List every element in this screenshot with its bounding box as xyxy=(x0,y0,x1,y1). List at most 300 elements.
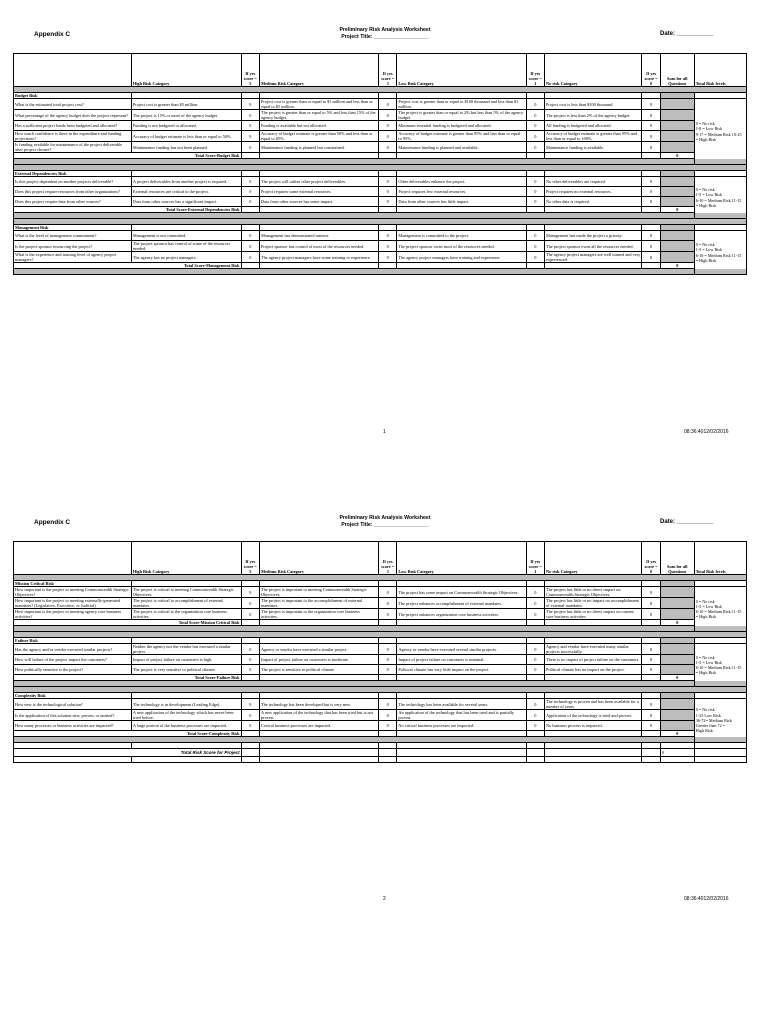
score1-value: 0 xyxy=(526,99,544,110)
section-total-label: Total Score-Management Risk xyxy=(14,263,242,269)
score0-value: 0 xyxy=(642,721,660,731)
low-risk-text: The project sponsor owns most of the resources needed. xyxy=(397,241,526,252)
medium-risk-text: Project cost is greater than or equal to $1 million and less than or equal to $5 million. xyxy=(260,99,379,110)
score1-value: 0 xyxy=(526,721,544,731)
score1-value: 0 xyxy=(526,241,544,252)
score5-value: 0 xyxy=(241,121,259,131)
score3-value: 0 xyxy=(378,665,396,675)
low-risk-text: Data from other sources has little impact. xyxy=(397,197,526,207)
score0-value: 0 xyxy=(642,110,660,121)
score0-value: 0 xyxy=(642,644,660,655)
section-total-label: Total Score-Failure Risk xyxy=(14,675,242,681)
high-risk-text: The technology is in development (Leading Edge). xyxy=(131,699,241,710)
question-text: Has a sufficient project funds been budgeted and allocated? xyxy=(14,121,132,131)
medium-risk-text: The project is important to the accomplishment of external mandates. xyxy=(260,598,379,609)
score5-value: 0 xyxy=(241,699,259,710)
low-risk-text: The agency project managers have training and experience. xyxy=(397,252,526,263)
score5-value: 0 xyxy=(241,110,259,121)
score1-value: 0 xyxy=(526,699,544,710)
score3-value: 0 xyxy=(378,609,396,620)
score0-value: 0 xyxy=(642,177,660,187)
low-risk-text: The project has some impact on Commonwealth Strategic Objectives. xyxy=(397,587,526,598)
sum-cell xyxy=(660,110,694,121)
sum-cell xyxy=(660,587,694,598)
risk-levels-legend: 0 = No risk 1-5 = Low Risk 6-10 = Medium Risk 11-15 = High Risk xyxy=(694,587,746,632)
worksheet-title: Preliminary Risk Analysis Worksheet xyxy=(339,27,431,33)
high-risk-text: Neither the agency nor the vendor has executed a similar project. xyxy=(131,644,241,655)
question-text: Does this project require resources from other organizations? xyxy=(14,187,132,197)
high-risk-text: Data from other sources has a significant impact. xyxy=(131,197,241,207)
question-row xyxy=(14,197,747,207)
score3-value: 0 xyxy=(378,177,396,187)
low-risk-text: The project is greater than or equal to 2% but less than 5% of the agency budget. xyxy=(397,110,526,121)
sum-cell xyxy=(660,177,694,187)
no-risk-text: Political climate has no impact on the project. xyxy=(545,665,642,675)
section-title: External Dependencies Risk xyxy=(14,171,132,177)
sum-cell xyxy=(660,197,694,207)
score1-header: If yes score = 1 xyxy=(526,54,544,87)
score0-value: 0 xyxy=(642,241,660,252)
question-text: Is this project dependent on another projects deliverable? xyxy=(14,177,132,187)
question-text: How will failure of the project impact the customers? xyxy=(14,655,132,665)
sum-cell xyxy=(660,121,694,131)
risk-levels-legend: 0 = No risk 1-5 = Low Risk 6-10 = Medium Risk 11-15 = High Risk xyxy=(694,177,746,219)
empty-cell xyxy=(260,749,379,757)
high-risk-text: The project is critical to meeting Commonwealth Strategic Objectives. xyxy=(131,587,241,598)
score3-value: 0 xyxy=(378,231,396,241)
medium-risk-text: The project is important to the organization core business activities. xyxy=(260,609,379,620)
empty-cell xyxy=(694,757,746,763)
worksheet-page-1 xyxy=(0,0,768,495)
score0-value: 0 xyxy=(642,252,660,263)
score1-value: 0 xyxy=(526,644,544,655)
risk-table xyxy=(13,541,747,763)
empty-cell xyxy=(545,749,642,757)
score1-value: 0 xyxy=(526,142,544,153)
medium-risk-text: Funding is available but not allocated. xyxy=(260,121,379,131)
question-header xyxy=(14,54,132,87)
blank-row xyxy=(14,757,747,763)
worksheet-page-2 xyxy=(0,488,768,983)
sum-header: Sum for all Questions xyxy=(660,54,694,87)
score5-value: 0 xyxy=(241,721,259,731)
section-title: Complexity Risk xyxy=(14,693,132,699)
section-total-value: 0 xyxy=(660,675,694,681)
question-text: How much confidence is there in the expenditure and funding projections? xyxy=(14,131,132,142)
print-timestamp: 08:36:4012/02/2016 xyxy=(684,896,729,902)
medium-risk-text: Project sponsor has control of most of the resources needed. xyxy=(260,241,379,252)
medium-risk-text: The technology has been developed but is very new. xyxy=(260,699,379,710)
score5-value: 0 xyxy=(241,231,259,241)
score5-value: 0 xyxy=(241,655,259,665)
empty-cell xyxy=(241,757,259,763)
high-risk-text: Accuracy of budget estimate is less than or equal to 50%. xyxy=(131,131,241,142)
no-risk-header: No risk Category xyxy=(545,54,642,87)
score0-header: If yes score = 0 xyxy=(642,542,660,575)
risk-table xyxy=(13,53,747,275)
question-row xyxy=(14,699,747,710)
score0-value: 0 xyxy=(642,699,660,710)
high-risk-text: A new application of the technology which has never been tried before. xyxy=(131,710,241,721)
score1-header: If yes score = 1 xyxy=(526,542,544,575)
no-risk-header: No risk Category xyxy=(545,542,642,575)
low-risk-text: Project requires few external resources. xyxy=(397,187,526,197)
high-risk-text: The agency has no project managers. xyxy=(131,252,241,263)
medium-risk-header: Medium Risk Category xyxy=(260,54,379,87)
empty-cell xyxy=(131,757,241,763)
score3-value: 0 xyxy=(378,131,396,142)
empty-cell xyxy=(378,749,396,757)
section-total-value: 0 xyxy=(660,731,694,737)
high-risk-text: Project cost is greater than $5 million. xyxy=(131,99,241,110)
empty-cell xyxy=(397,749,526,757)
score3-value: 0 xyxy=(378,110,396,121)
risk-levels-header: Total Risk levels xyxy=(694,542,746,575)
score1-value: 0 xyxy=(526,598,544,609)
appendix-label: Appendix C xyxy=(34,519,71,526)
question-row xyxy=(14,665,747,675)
no-risk-text: Agency and vendor have executed many similar projects successfully. xyxy=(545,644,642,655)
high-risk-header: High Risk Category xyxy=(131,54,241,87)
no-risk-text: The agency project managers are well trained and very experienced. xyxy=(546,252,641,262)
high-risk-text: Maintenance funding has not been planned. xyxy=(131,142,241,153)
score0-header: If yes score = 0 xyxy=(642,54,660,87)
sum-cell xyxy=(660,721,694,731)
medium-risk-text: Accuracy of budget estimate is greater than 50% and less than or equal to 85%. xyxy=(260,131,379,142)
medium-risk-text: Impact of project failure on customers is moderate. xyxy=(260,655,379,665)
low-risk-header: Low Risk Category xyxy=(397,54,526,87)
page-number: 2 xyxy=(383,896,386,902)
score1-value: 0 xyxy=(526,131,544,142)
medium-risk-text: The project will utilize other project deliverables. xyxy=(260,177,379,187)
high-risk-text: The project sponsor has control of some of the resources needed. xyxy=(131,241,241,252)
risk-levels-legend: 0 = No risk 1-5 = Low Risk 6-10 = Medium Risk 11-15 = High Risk xyxy=(694,644,746,687)
high-risk-text: External resources are critical to the project. xyxy=(131,187,241,197)
score5-value: 0 xyxy=(241,142,259,153)
no-risk-text: No business process is impacted. xyxy=(545,721,642,731)
low-risk-text: The project enhances organization core business activities. xyxy=(397,609,526,620)
no-risk-text: Maintenance funding is available. xyxy=(545,142,642,153)
sum-cell xyxy=(660,699,694,710)
medium-risk-text: The agency project managers have some training or experience. xyxy=(260,252,379,263)
score1-value: 0 xyxy=(526,110,544,121)
date-field: Date: ___________ xyxy=(660,31,714,37)
low-risk-text: Maintenance funding is planned and available. xyxy=(397,142,526,153)
table-header-row xyxy=(14,542,747,575)
empty-cell xyxy=(14,757,132,763)
section-total-value: 0 xyxy=(660,207,694,213)
medium-risk-text: Maintenance funding is planned but constrained. xyxy=(260,142,379,153)
date-field: Date: ___________ xyxy=(660,519,714,525)
low-risk-text: Political climate has very little impact on the project. xyxy=(397,665,526,675)
score3-value: 0 xyxy=(378,598,396,609)
empty-cell xyxy=(526,749,544,757)
question-row xyxy=(14,587,747,598)
score1-value: 0 xyxy=(526,665,544,675)
section-total-label: Total Score-External Dependencies Risk xyxy=(14,207,242,213)
score5-value: 0 xyxy=(241,177,259,187)
empty-cell xyxy=(378,757,396,763)
score5-value: 0 xyxy=(241,252,259,263)
question-row xyxy=(14,721,747,731)
high-risk-text: The project is critical to the organization core business activities. xyxy=(131,609,241,620)
score0-value: 0 xyxy=(642,131,660,142)
question-text: How important is the project to meeting externally-generated mandates? (Legislative, Executive, or Judicial) xyxy=(14,598,132,609)
low-risk-text: Management is committed to the project. xyxy=(397,231,526,241)
score3-value: 0 xyxy=(378,142,396,153)
medium-risk-text: Project requires some external resources. xyxy=(260,187,379,197)
score0-value: 0 xyxy=(642,197,660,207)
sum-cell xyxy=(660,142,694,153)
sum-cell xyxy=(660,710,694,721)
sum-cell xyxy=(660,231,694,241)
empty-cell xyxy=(260,757,379,763)
question-text: Does this project require data from other sources? xyxy=(14,197,132,207)
sum-cell xyxy=(660,609,694,620)
empty-cell xyxy=(241,749,259,757)
score5-value: 0 xyxy=(241,187,259,197)
no-risk-text: The project sponsor owns all the resources needed. xyxy=(545,241,642,252)
medium-risk-text: Critical business processes are impacted. xyxy=(260,721,379,731)
no-risk-text: Project requires no external resources. xyxy=(545,187,642,197)
high-risk-text: A project deliverables from another project is required. xyxy=(131,177,241,187)
sum-cell xyxy=(660,598,694,609)
risk-levels-legend: 0 = No risk 1-8 = Low Risk 9-17 = Medium Risk 18-25 = High Risk xyxy=(694,99,746,165)
grand-total-label: Total Risk Score for Project xyxy=(14,749,242,757)
score0-value: 0 xyxy=(642,99,660,110)
section-total-value: 0 xyxy=(660,153,694,159)
sum-cell xyxy=(660,241,694,252)
score5-header: If yes score = 5 xyxy=(241,54,259,87)
risk-levels-legend: 0 = No risk 1-5 = Low Risk 6-10 = Medium Risk 11-15 = High Risk xyxy=(694,231,746,275)
question-row xyxy=(14,177,747,187)
project-title-field: Project Title: ___________________ xyxy=(341,34,429,40)
score3-header: If yes score = 3 xyxy=(378,54,396,87)
sum-cell xyxy=(660,655,694,665)
score0-value: 0 xyxy=(642,231,660,241)
empty-cell xyxy=(545,757,642,763)
high-risk-text: Funding is not budgeted or allocated. xyxy=(131,121,241,131)
section-title: Management Risk xyxy=(14,225,132,231)
score0-value: 0 xyxy=(642,587,660,598)
score3-value: 0 xyxy=(378,241,396,252)
question-row xyxy=(14,121,747,131)
score5-value: 0 xyxy=(241,644,259,655)
question-row xyxy=(14,609,747,620)
worksheet-header xyxy=(260,515,510,529)
score5-value: 0 xyxy=(241,99,259,110)
separator-cell xyxy=(14,269,747,275)
score3-header: If yes score = 3 xyxy=(378,542,396,575)
risk-levels-header: Total Risk levels xyxy=(694,54,746,87)
question-text: How new is the technological solution? xyxy=(14,699,132,710)
score0-value: 0 xyxy=(642,598,660,609)
score5-header: If yes score = 5 xyxy=(241,542,259,575)
question-text: What is the experience and training level of agency project managers? xyxy=(14,252,132,263)
no-risk-text: Project cost is less than $100 thousand. xyxy=(545,99,642,110)
score1-value: 0 xyxy=(526,587,544,598)
score1-value: 0 xyxy=(526,710,544,721)
score5-value: 0 xyxy=(241,131,259,142)
project-title-field: Project Title: ___________________ xyxy=(341,522,429,528)
section-title: Failure Risk xyxy=(14,638,132,644)
no-risk-text: The project has little or no direct impact on current core business activities. xyxy=(545,609,642,620)
print-timestamp: 08:36:4012/02/2016 xyxy=(684,429,729,435)
low-risk-text: Accuracy of budget estimate is greater than 85% and less than or equal to 95%. xyxy=(397,131,526,142)
score3-value: 0 xyxy=(378,252,396,263)
no-risk-text: The technology is proven and has been available for a number of years. xyxy=(545,699,642,710)
score1-value: 0 xyxy=(526,187,544,197)
question-row xyxy=(14,598,747,609)
question-row xyxy=(14,131,747,142)
no-risk-text: No other deliverables are required. xyxy=(545,177,642,187)
question-header xyxy=(14,542,132,575)
high-risk-header: High Risk Category xyxy=(131,542,241,575)
no-risk-text: All funding is budgeted and allocated. xyxy=(545,121,642,131)
section-title: Budget Risk xyxy=(14,93,132,99)
score5-value: 0 xyxy=(241,241,259,252)
low-risk-text: The project enhances accomplishment of external mandates. xyxy=(397,598,526,609)
question-row xyxy=(14,110,747,121)
empty-cell xyxy=(642,749,660,757)
score5-value: 0 xyxy=(241,598,259,609)
score3-value: 0 xyxy=(378,121,396,131)
medium-risk-text: The project is greater than or equal to 5% and less than 15% of the agency budget. xyxy=(260,110,379,121)
sum-cell xyxy=(660,665,694,675)
score1-value: 0 xyxy=(526,177,544,187)
risk-levels-legend: 0 = No risk 1-35 Low Risk 36-72= Medium Risk Greater than 72 = High Risk xyxy=(694,699,746,743)
no-risk-text: No other data is required. xyxy=(545,197,642,207)
question-text: How many processes or business activities are impacted? xyxy=(14,721,132,731)
high-risk-text: The project is very sensitive to political climate. xyxy=(131,665,241,675)
question-text: Is the application of this solution new, proven, or untried? xyxy=(14,710,132,721)
table-header-row xyxy=(14,54,747,87)
question-row xyxy=(14,142,747,153)
score3-value: 0 xyxy=(378,187,396,197)
no-risk-text: Accuracy of budget estimate is greater than 95% and less than or equal to 100%. xyxy=(545,131,642,142)
grand-total-row xyxy=(14,749,747,757)
section-total-label: Total Score-Budget Risk xyxy=(14,153,242,159)
high-risk-text: Impact of project failure on customers is high. xyxy=(131,655,241,665)
question-row xyxy=(14,241,747,252)
medium-risk-text: Management has demonstrated interest. xyxy=(260,231,379,241)
sum-header: Sum for all Questions xyxy=(660,542,694,575)
score3-value: 0 xyxy=(378,721,396,731)
question-text: Is the project sponsor resourcing the project? xyxy=(14,241,132,252)
question-text: What is the level of management commitment? xyxy=(14,231,132,241)
score3-value: 0 xyxy=(378,644,396,655)
medium-risk-text: The project is important to meeting Commonwealth Strategic Objectives. xyxy=(260,587,379,598)
question-row xyxy=(14,99,747,110)
question-text: Has the agency and/or vendor executed similar projects? xyxy=(14,644,132,655)
sum-cell xyxy=(660,187,694,197)
question-row xyxy=(14,187,747,197)
grand-total-value: 0 xyxy=(660,749,694,757)
section-total-value: 0 xyxy=(660,620,694,626)
high-risk-text: A large portion of the business processes are impacted. xyxy=(131,721,241,731)
score1-value: 0 xyxy=(526,231,544,241)
question-text: Is funding available for maintenance of the project deliverable after project closure? xyxy=(14,142,132,153)
score1-value: 0 xyxy=(526,655,544,665)
no-risk-text: The project is less than 2% of the agency budget. xyxy=(545,110,642,121)
medium-risk-header: Medium Risk Category xyxy=(260,542,379,575)
question-text: How important is the project to meeting Commonwealth Strategic Objectives? xyxy=(14,587,132,598)
separator-row xyxy=(14,269,747,275)
empty-cell xyxy=(660,757,694,763)
empty-cell xyxy=(642,757,660,763)
question-text: What is the estimated total project cost? xyxy=(14,99,132,110)
question-text: What percentage of the agency budget does the project represent? xyxy=(14,110,132,121)
score5-value: 0 xyxy=(241,587,259,598)
low-risk-text: An application of the technology that has been tried and is partially proven. xyxy=(397,710,526,721)
section-total-value: 0 xyxy=(660,263,694,269)
score0-value: 0 xyxy=(642,142,660,153)
score0-value: 0 xyxy=(642,187,660,197)
score3-value: 0 xyxy=(378,99,396,110)
empty-cell xyxy=(526,757,544,763)
score3-value: 0 xyxy=(378,587,396,598)
section-total-label: Total Score-Mission Critical Risk xyxy=(14,620,242,626)
section-total-label: Total Score-Complexity Risk xyxy=(14,731,242,737)
no-risk-text: The project has little or no direct impact on Commonwealth Strategic Objectives. xyxy=(545,587,642,598)
high-risk-text: The project is critical to accomplishment of external mandates. xyxy=(131,598,241,609)
sum-cell xyxy=(660,99,694,110)
score5-value: 0 xyxy=(241,665,259,675)
low-risk-text: Project cost is greater than or equal to $100 thousand and less than $1 million. xyxy=(397,99,526,110)
low-risk-text: Minimum essential funding is budgeted and allocated. xyxy=(397,121,526,131)
high-risk-text: The project is 15% or more of the agency budget. xyxy=(131,110,241,121)
sum-cell xyxy=(660,252,694,263)
question-text: How politically sensitive is the project? xyxy=(14,665,132,675)
medium-risk-text: Agency or vendor have executed a similar project. xyxy=(260,644,379,655)
medium-risk-text: The project is sensitive to political climate. xyxy=(260,665,379,675)
low-risk-text: Agency or vendor have executed several similar projects. xyxy=(397,644,526,655)
score3-value: 0 xyxy=(378,197,396,207)
score5-value: 0 xyxy=(241,197,259,207)
score0-value: 0 xyxy=(642,665,660,675)
low-risk-header: Low Risk Category xyxy=(397,542,526,575)
section-title: Mission Critical Risk xyxy=(14,581,132,587)
no-risk-text: The project has little or no impact on accomplishment of external mandates. xyxy=(545,598,642,609)
worksheet-title: Preliminary Risk Analysis Worksheet xyxy=(339,515,431,521)
question-row xyxy=(14,655,747,665)
question-row xyxy=(14,252,747,263)
score0-value: 0 xyxy=(642,609,660,620)
score1-value: 0 xyxy=(526,197,544,207)
score0-value: 0 xyxy=(642,121,660,131)
no-risk-text: Application of the technology is tried and proven. xyxy=(545,710,642,721)
low-risk-text: No critical business processes are impacted. xyxy=(397,721,526,731)
score0-value: 0 xyxy=(642,710,660,721)
score0-value: 0 xyxy=(642,655,660,665)
score3-value: 0 xyxy=(378,655,396,665)
question-row xyxy=(14,231,747,241)
worksheet-header xyxy=(260,27,510,41)
score1-value: 0 xyxy=(526,252,544,263)
medium-risk-text: Data from other sources has some impact. xyxy=(260,197,379,207)
medium-risk-text: A new application of the technology that has been tried but is not proven. xyxy=(260,710,379,721)
low-risk-text: Other deliverables enhance the project. xyxy=(397,177,526,187)
page-number: 1 xyxy=(383,429,386,435)
empty-cell xyxy=(694,749,746,757)
score1-value: 0 xyxy=(526,121,544,131)
score5-value: 0 xyxy=(241,609,259,620)
no-risk-text: Management has made the project a priority. xyxy=(545,231,642,241)
high-risk-text: Management is not committed. xyxy=(131,231,241,241)
score3-value: 0 xyxy=(378,699,396,710)
score3-value: 0 xyxy=(378,710,396,721)
no-risk-text: There is no impact of project failure on the customers. xyxy=(545,655,642,665)
